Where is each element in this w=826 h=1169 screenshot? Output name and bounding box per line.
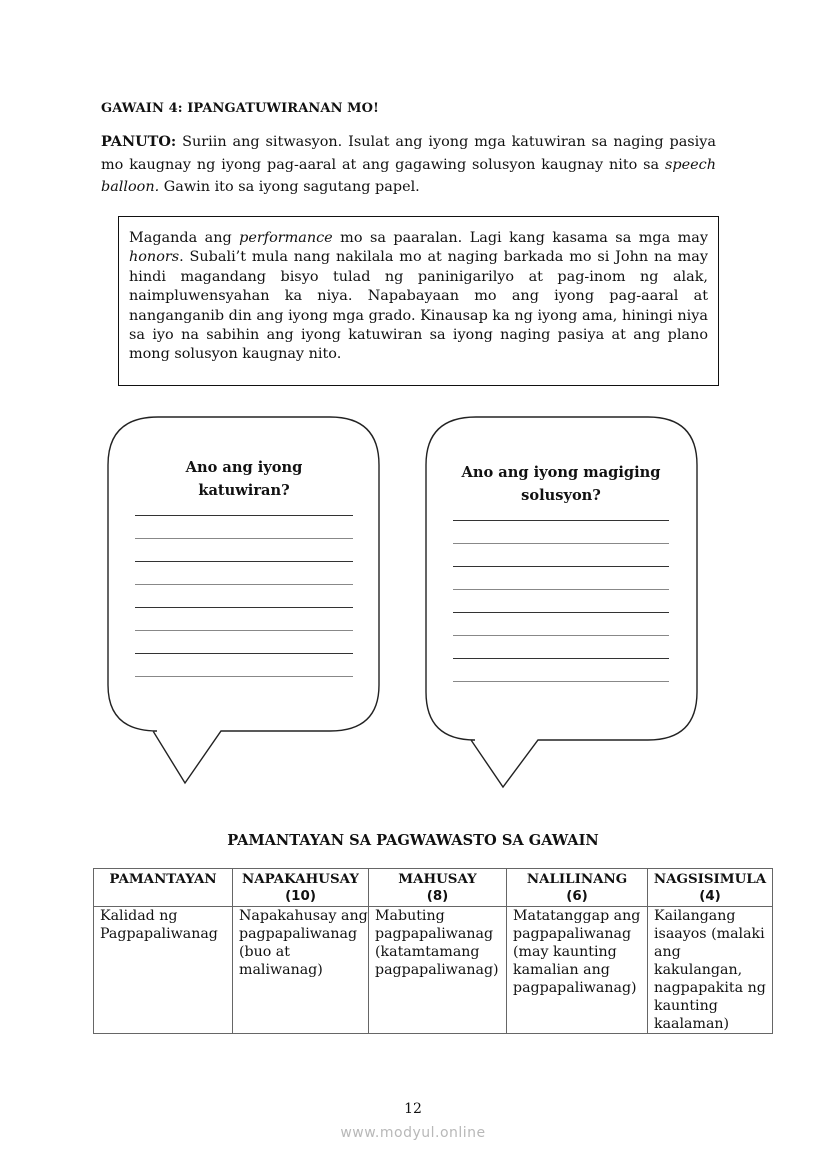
cell-napakahusay: Napakahusay ang pagpapaliwanag (buo at maliwanag)	[233, 907, 369, 1034]
question-line: katuwiran?	[198, 482, 290, 499]
header-napakahusay	[233, 869, 369, 907]
answer-line[interactable]	[453, 589, 669, 590]
answer-line[interactable]	[135, 676, 353, 677]
scenario-text: mo sa paaralan. Lagi kang kasama sa mga may	[332, 230, 708, 246]
answer-line[interactable]	[135, 607, 353, 608]
page-number: 12	[404, 1101, 422, 1117]
instructions-text-1: Suriin ang sitwasyon. Isulat ang iyong mga katuwiran sa naging pasiya mo kaugnay ng iyong pag-aaral at ang gagawing solusyon kaugnay nito sa	[101, 134, 716, 173]
cell-criterion: Kalidad ng Pagpapaliwanag	[94, 907, 233, 1034]
header-label: PAMANTAYAN	[109, 871, 217, 887]
answer-line[interactable]	[135, 538, 353, 539]
header-nagsisimula	[648, 869, 773, 907]
answer-line[interactable]	[453, 543, 669, 544]
answer-line[interactable]	[135, 584, 353, 585]
cell-nagsisimula: Kailangang isaayos (malaki ang kakulangan, nagpapakita ng kaunting kaalaman)	[648, 907, 773, 1034]
activity-title: GAWAIN 4: IPANGATUWIRANAN MO!	[101, 101, 379, 116]
answer-line[interactable]	[453, 635, 669, 636]
answer-line[interactable]	[453, 658, 669, 659]
scenario-italic: honors	[129, 249, 180, 266]
answer-line[interactable]	[135, 515, 353, 516]
answer-line[interactable]	[453, 681, 669, 682]
speech-bubble-right	[446, 461, 676, 704]
answer-line[interactable]	[453, 566, 669, 567]
header-pamantayan	[94, 869, 233, 907]
header-label: NAGSISIMULA	[653, 871, 767, 887]
table-row	[94, 907, 773, 1034]
scenario-text: . Subali’t mula nang nakilala mo at naging barkada mo si John na may hindi magandang bisyo tulad ng paninigarilyo at pag-inom ng alak, naimpluwensyahan ka niya. Napabayaan mo ang iyong pag-aaral at nanganganib din ang iyong mga grado. Kinausap ka ng iyong ama, hiningi niya sa iyo na sabihin ang iyong katuwiran sa iyong naging pasiya at ang plano mong solusyon kaugnay nito.	[129, 249, 708, 363]
header-nalilinang	[507, 869, 648, 907]
rubric-title: PAMANTAYAN SA PAGWAWASTO SA GAWAIN	[227, 832, 599, 849]
question-line: Ano ang iyong magiging	[461, 464, 661, 481]
speech-bubble-left	[135, 456, 353, 699]
header-mahusay	[369, 869, 507, 907]
header-points: (6)	[566, 889, 588, 904]
scenario-italic: performance	[239, 230, 333, 246]
header-points: (8)	[426, 889, 449, 904]
instructions-italic: speech balloon.	[101, 156, 716, 195]
answer-line[interactable]	[453, 612, 669, 613]
answer-lines	[453, 520, 669, 682]
rubric-table	[93, 868, 773, 1034]
cell-mahusay: Mabuting pagpapaliwanag (katamtamang pagpapaliwanag)	[369, 907, 507, 1034]
header-points: (4)	[699, 889, 721, 904]
answer-line[interactable]	[135, 630, 353, 631]
header-label: NAPAKAHUSAY	[242, 871, 359, 887]
instructions-label: PANUTO:	[101, 133, 177, 150]
answer-line[interactable]	[135, 653, 353, 654]
header-points: (10)	[285, 889, 316, 904]
cell-nalilinang: Matatanggap ang pagpapaliwanag (may kaunting kamalian ang pagpapaliwanag)	[507, 907, 648, 1034]
question-line: solusyon?	[521, 487, 601, 504]
answer-line[interactable]	[135, 561, 353, 562]
watermark: www.modyul.online	[340, 1125, 486, 1141]
question-line: Ano ang iyong	[185, 459, 303, 476]
instructions-text-2: Gawin ito sa iyong sagutang papel.	[159, 179, 420, 195]
bubble-question	[135, 456, 353, 502]
rubric-header-row	[94, 869, 773, 907]
header-label: MAHUSAY	[398, 871, 477, 887]
bubble-question	[446, 461, 676, 507]
answer-line[interactable]	[453, 520, 669, 521]
answer-lines	[135, 515, 353, 677]
scenario-text: Maganda ang	[129, 230, 240, 246]
header-label: NALILINANG	[526, 871, 628, 887]
